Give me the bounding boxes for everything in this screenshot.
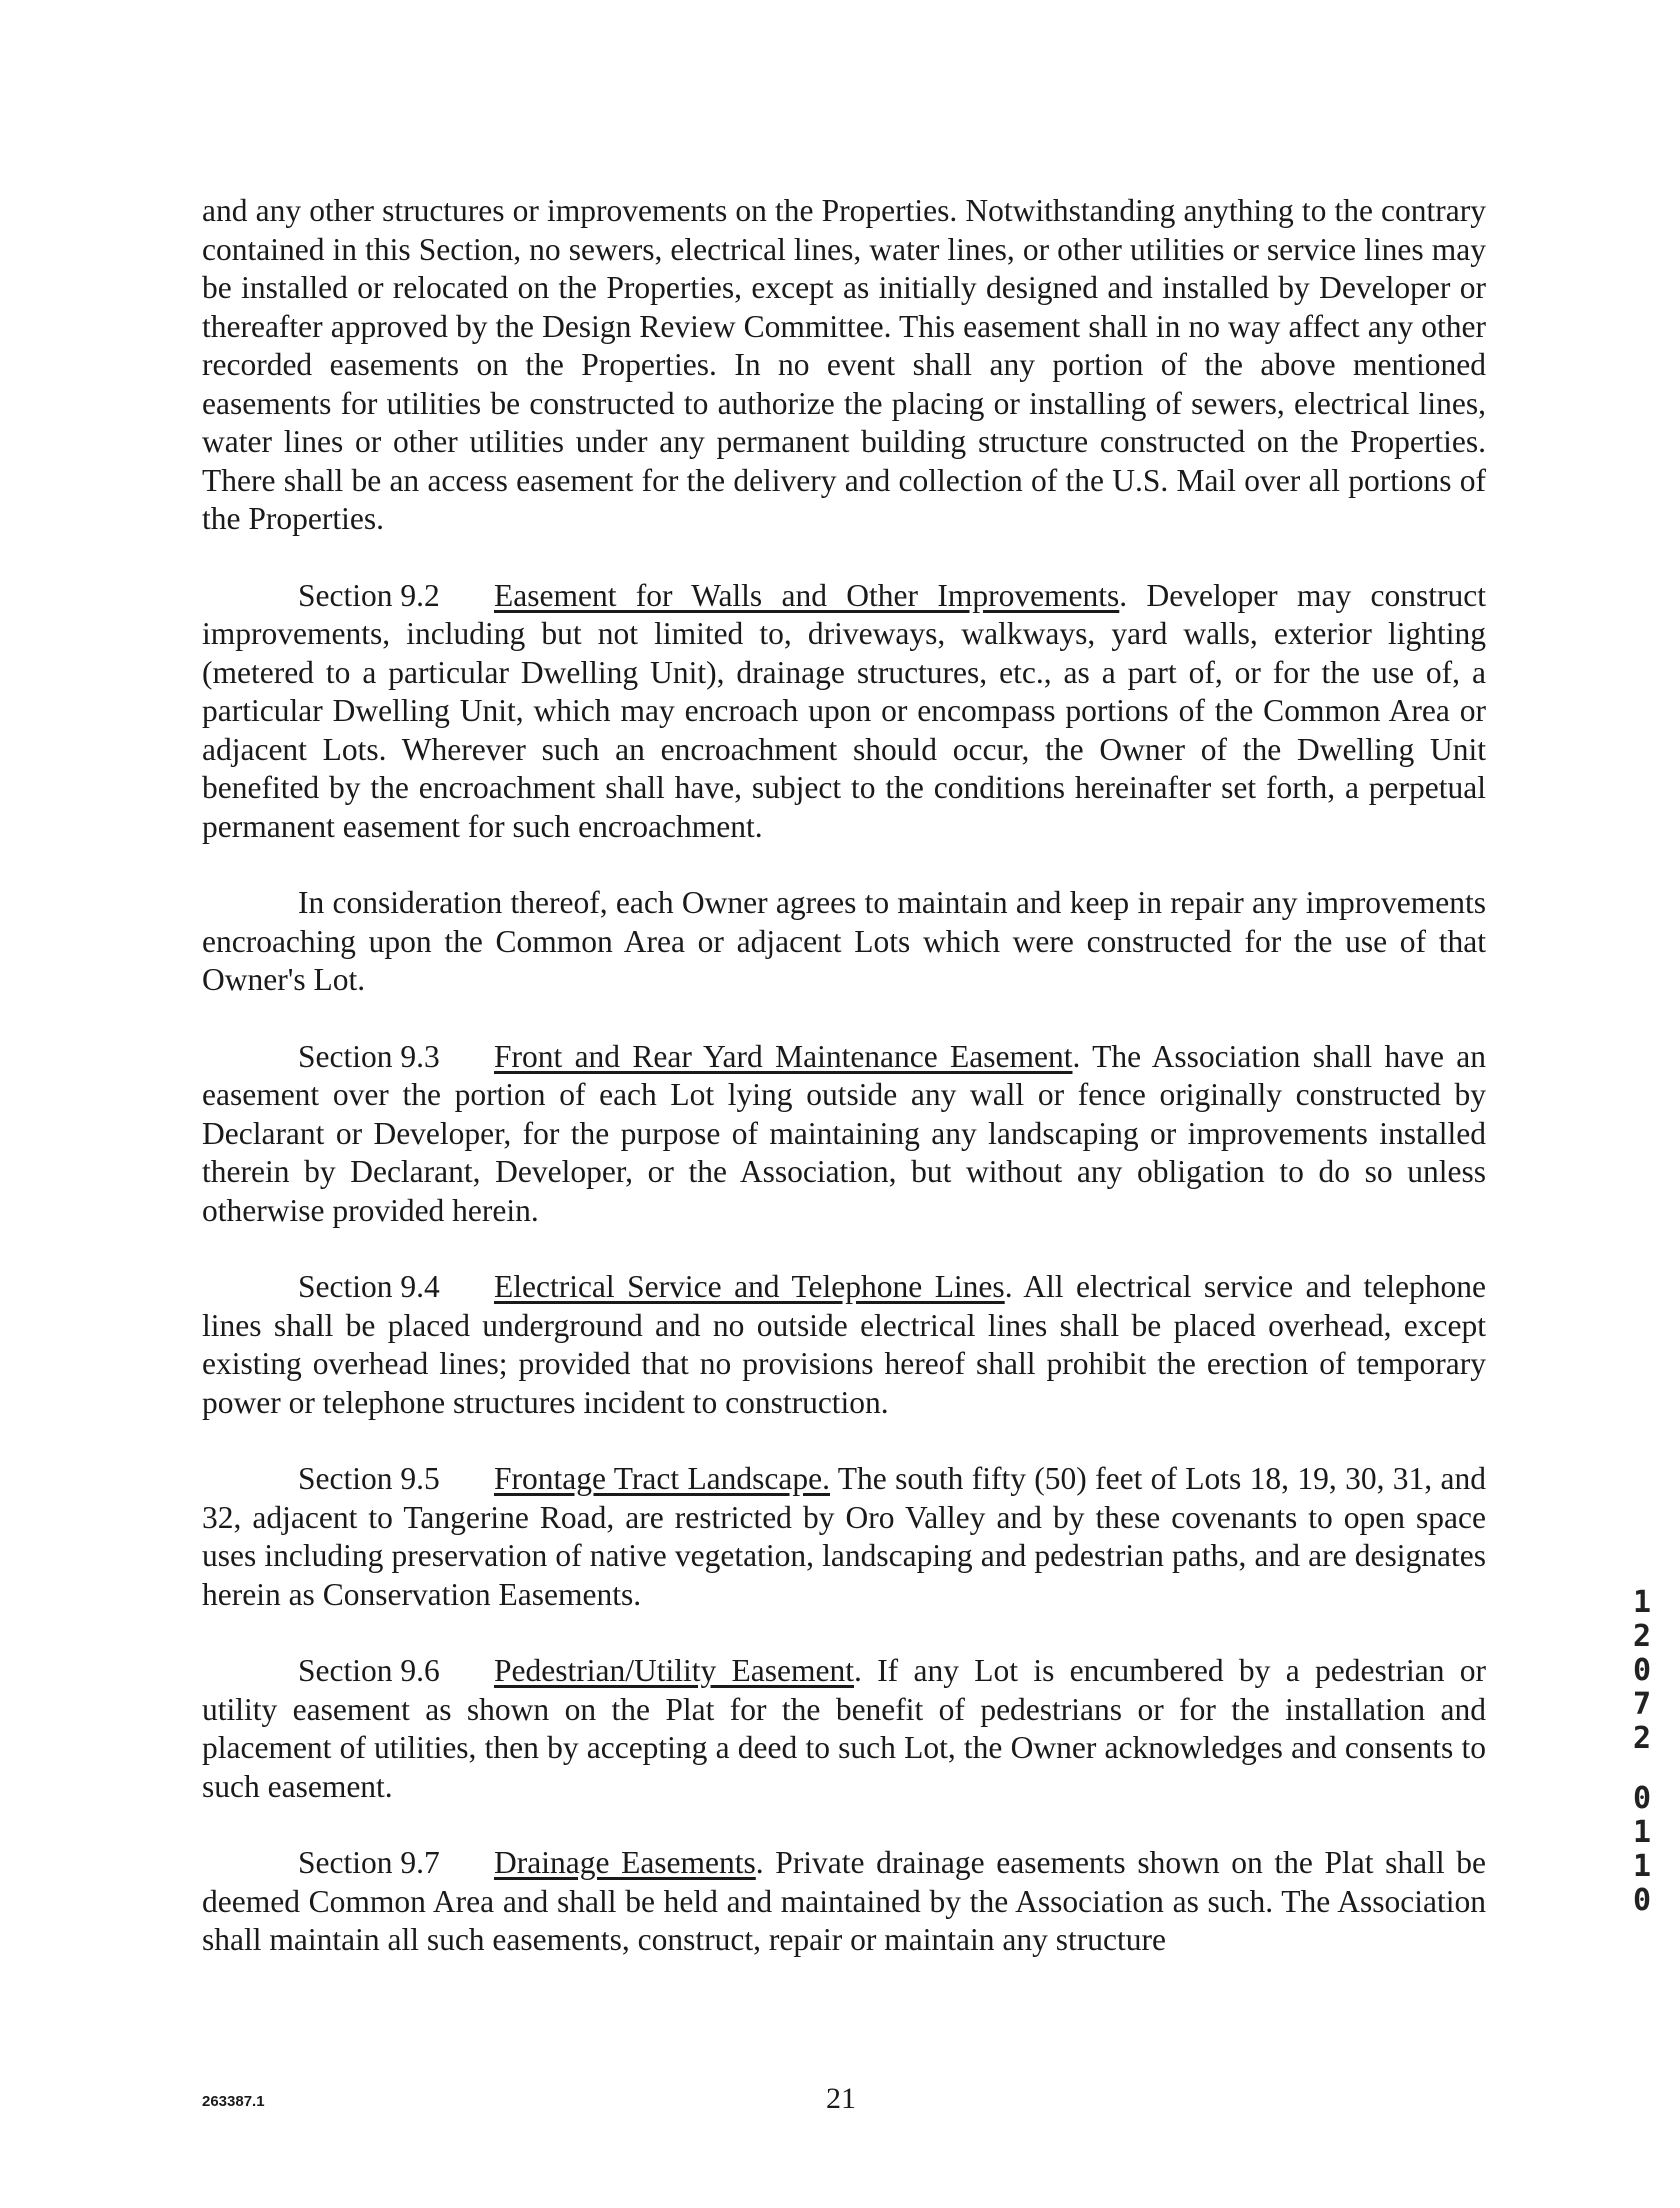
stamp-digit: 0 bbox=[1632, 1883, 1652, 1918]
document-id: 263387.1 bbox=[202, 2093, 265, 2110]
stamp-digit: 0 bbox=[1632, 1653, 1652, 1688]
section-title: Frontage Tract Landscape. bbox=[494, 1461, 830, 1496]
section-text: . Developer may construct improvements, including but not limited to, driveways, walkways, yard walls, exterior lighting (metered to a particular Dwelling Unit), drainage structures, etc., as a part of, or for the use of, a particular Dwelling Unit, which may encroach upon or encompass portions of the Common Area or adjacent Lots. Wherever such an encroachment should occur, the Owner of the Dwelling Unit benefited by the encroachment shall have, subject to the conditions hereinafter set forth, a perpetual permanent easement for such encroachment. bbox=[202, 577, 1486, 844]
section-title: Electrical Service and Telephone Lines bbox=[494, 1269, 1005, 1304]
stamp-digit: 0 bbox=[1632, 1781, 1652, 1816]
stamp-digit: 1 bbox=[1632, 1585, 1652, 1620]
section-number: Section 9.5 bbox=[298, 1461, 440, 1496]
section-text: . The Association shall have an easement over the portion of each Lot lying outside any wall or fence originally constructed by Declarant or Developer, for the purpose of maintaining any landscaping or improvements installed therein by Declarant, Developer, or the Association, but without any obligation to do so unless otherwise provided herein. bbox=[202, 1038, 1486, 1228]
section-text: . All electrical service and telephone lines shall be placed underground and no outside electrical lines shall be placed overhead, except existing overhead lines; provided that no provisions hereof shall prohibit the erection of temporary power or telephone structures incident to construction. bbox=[202, 1269, 1487, 1420]
stamp-digit: 2 bbox=[1632, 1619, 1652, 1654]
section-title: Drainage Easements bbox=[494, 1845, 756, 1880]
section-number: Section 9.2 bbox=[298, 577, 440, 613]
section-9-6 bbox=[202, 1652, 1486, 1806]
paragraph-text: In consideration thereof, each Owner agrees to maintain and keep in repair any improvements encroaching upon the Common Area or adjacent Lots which were constructed for the use of that Owner's Lot. bbox=[202, 885, 1486, 997]
section-text: . If any Lot is encumbered by a pedestrian or utility easement as shown on the Plat for the benefit of pedestrians or for the installation and placement of utilities, then by accepting a deed to such Lot, the Owner acknowledges and consents to such easement. bbox=[202, 1653, 1487, 1804]
section-9-7 bbox=[202, 1844, 1486, 1960]
section-title: Pedestrian/Utility Easement bbox=[494, 1653, 854, 1688]
section-9-3 bbox=[202, 1038, 1486, 1231]
paragraph-continuation bbox=[202, 192, 1486, 539]
recording-number-stamp bbox=[1626, 1586, 1658, 1918]
paragraph-text: and any other structures or improvements on the Properties. Notwithstanding anything to the contrary contained in this Section, no sewers, electrical lines, water lines, or other utilities or service lines may be installed or relocated on the Properties, except as initially designed and installed by Developer or thereafter approved by the Design Review Committee. This easement shall in no way affect any other recorded easements on the Properties. In no event shall any portion of the above mentioned easements for utilities be constructed to authorize the placing or installing of sewers, electrical lines, water lines or other utilities under any permanent building structure constructed on the Properties. There shall be an access easement for the delivery and collection of the U.S. Mail over all portions of the Properties. bbox=[202, 193, 1486, 536]
section-text: The south fifty (50) feet of Lots 18, 19, 30, 31, and 32, adjacent to Tangerine Road, are restricted by Oro Valley and by these covenants to open space uses including preservation of native vegetation, landscaping and pedestrian paths, and are designates herein as Conservation Easements. bbox=[202, 1461, 1486, 1612]
stamp-digit: 1 bbox=[1632, 1815, 1652, 1850]
section-number: Section 9.7 bbox=[298, 1845, 440, 1880]
section-9-2 bbox=[202, 577, 1486, 847]
section-number: Section 9.6 bbox=[298, 1653, 440, 1688]
section-number: Section 9.4 bbox=[298, 1269, 440, 1304]
paragraph-consideration bbox=[202, 884, 1486, 1000]
section-9-5 bbox=[202, 1460, 1486, 1614]
section-text: . Private drainage easements shown on the Plat shall be deemed Common Area and shall be held and maintained by the Association as such. The Association shall maintain all such easements, construct, repair or maintain any structure bbox=[202, 1845, 1486, 1957]
stamp-digit: 1 bbox=[1632, 1849, 1652, 1884]
page-number: 21 bbox=[826, 2082, 856, 2115]
section-number: Section 9.3 bbox=[298, 1038, 440, 1074]
stamp-digit: 7 bbox=[1632, 1687, 1652, 1722]
stamp-digit: 2 bbox=[1632, 1721, 1652, 1756]
document-body bbox=[202, 192, 1486, 1960]
section-title: Easement for Walls and Other Improvements bbox=[494, 577, 1120, 613]
section-title: Front and Rear Yard Maintenance Easement bbox=[494, 1038, 1073, 1074]
section-9-4 bbox=[202, 1268, 1486, 1422]
